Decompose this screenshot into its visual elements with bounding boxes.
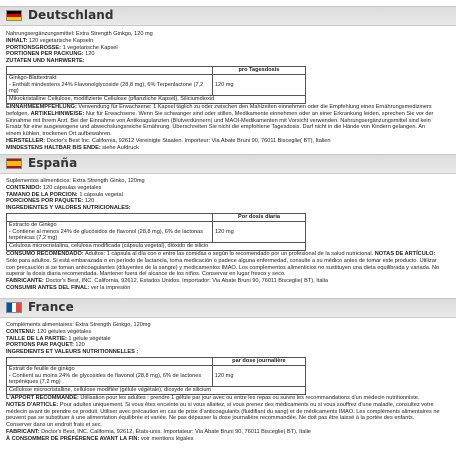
table-header-dose: pro Tagesdosis xyxy=(212,66,305,74)
serving-size-line: TAMAÑO DE LA PORCIÓN: 1 cápsula vegetal xyxy=(6,191,123,198)
servings-line: PORCIONES POR PAQUETE: 120 xyxy=(6,198,95,205)
content-line: CONTENIDO: 120 cápsulas vegetales xyxy=(6,184,102,191)
ingredients-heading: INGRÉDIENTS ET VALEURS NUTRITIONNELLES : xyxy=(6,349,139,356)
serving-size-line: TAILLE DE LA PARTIE: 1 gélule végétale xyxy=(6,335,111,342)
label-text-fr xyxy=(6,322,440,443)
spain-flag-icon xyxy=(6,158,22,169)
table-header-row xyxy=(7,213,306,221)
country-banner-de xyxy=(0,6,456,26)
other-ingredients-cell: Mikrokristalline Cellulose, modifizierte Cellulose (pflanzliche Kapsel), Siliciumdioxid xyxy=(7,96,306,104)
manufacturer-line: FABRICANTE: Doctor's Best, INC. California, 92612, Estados Unidos. Importador: Via Abate Bruni 90, 76011 Bisceglie( BT), Italia xyxy=(6,278,329,285)
france-flag-icon xyxy=(6,302,22,313)
table-footer-row xyxy=(7,387,306,395)
usage-paragraph: L'APPORT RECOMMANDÉ: Utilisation pour les adultes : prendre 1 gélule par jour avec ou entre les repas ou suivre les recommandations d'un médecin nutritionniste. NOTES D'ARTICLE: Pour adultes uniquement. Si vous êtes enceinte ou si vous allaitez, si vous prenez des médicaments ou si vous souffrez d'une maladie, consultez votre médecin avant de prendre ce produit. Utiliser avec précaution en cas de prise d'anticoagulants (fluidifiant du sang) et de médicaments IMAO. Les compléments alimentaires ne peuvent pas se substituer à une alimentation équilibrée et variée. Ne pas dépasser la dose journalière recommandée. Ne doit pas être laissé à la portée des enfants. Conserver dans un endroit frais et sec. xyxy=(6,394,440,429)
table-row xyxy=(7,221,306,242)
country-title: Deutschland xyxy=(28,8,114,22)
other-ingredients-cell: Celulosa microcristalina, celulosa modificada (cápsula vegetal), dióxido de silicio xyxy=(7,243,306,251)
table-header-dose: Por dosis diaria xyxy=(213,213,306,221)
ingredients-heading: ZUTATEN UND NÄHRWERTE: xyxy=(6,58,85,65)
country-banner-es xyxy=(0,154,456,174)
product-title: Suplementos alimenticios: Extra Strength Ginko, 120mg xyxy=(6,178,145,184)
usage-paragraph: CONSUMO RECOMENDADO: Adultos: 1 cápsula al día con o entre las comidas o según lo recomendado por un profesional de la salud nutricional. NOTAS DE ARTÍCULO: Solo para adultos. Si está embarazada o en período de lactancia, toma medicación o padece alguna enfermedad, consulte a su médico antes de tomar este producto. Utilizar con precaución si se toman anticoagulantes (diluyentes de la sangre) y medicamentos IMAO. Los complementos alimenticios no sustituyen una dieta equilibrada y variada. No superar la dosis diaria recomendada. Mantener fuera del alcance de los niños. Conservar en lugar fresco y seco. xyxy=(6,250,440,278)
label-text-es xyxy=(6,178,440,292)
content-line: CONTENU: 120 gélules végétales xyxy=(6,328,92,335)
manufacturer-line: FABRICANT: Doctor's Best, INC. California, 92612, États-unis. Importateur: Via Abate Bruni 90, 76011 Bisceglie( BT), Italie xyxy=(6,428,311,435)
table-row xyxy=(7,365,306,386)
label-text-de xyxy=(6,31,440,152)
nutrition-table xyxy=(6,213,306,251)
other-ingredients-cell: Cellulose microcristalline, cellulose modifiée (gélule végétale), dioxyde de silicium xyxy=(7,387,306,395)
table-row xyxy=(7,74,306,95)
germany-flag-icon xyxy=(6,10,22,21)
table-header-row xyxy=(7,357,306,365)
ingredient-cell: Extrait de feuille de ginkgo - Contient au moins 24% de glycosides de flavonol (28,8 mg), 6% de lactones terpéniques (7,2 mg) xyxy=(7,365,213,386)
table-header-dose: par dose journalière xyxy=(212,357,305,365)
servings-line: PORTIONS PAR PAQUET: 120 xyxy=(6,342,85,349)
country-banner-fr xyxy=(0,298,456,318)
manufacturer-line: HERSTELLER: Doctor's Best Inc. California, 92612 Vereinigte Staaten. Importeur: Via Abate Bruni 90, 76011 Bisceglie( BT), Italien xyxy=(6,137,331,144)
best-before-line: MINDESTENS HALTBAR BIS ENDE: siehe Aufdruck xyxy=(6,144,139,151)
best-before-line: CONSUMIR ANTES DEL FINAL: ver la impresión xyxy=(6,284,131,291)
ingredient-cell: Extracto de Ginkgo - Contiene al menos 24% de glucósidos de flavonol (28,8 mg), 6% de lactonas terpénicas (7,2 mg) xyxy=(7,221,213,242)
best-before-line: À CONSOMMER DE PRÉFÉRENCE AVANT LA FIN: voir mentions légales xyxy=(6,435,194,442)
table-header-row xyxy=(7,66,306,74)
country-title: España xyxy=(28,156,78,170)
ingredients-heading: INGREDIENTES Y VALORES NUTRICIONALES: xyxy=(6,205,131,212)
usage-paragraph: EINNAHMEEMPFEHLUNG: Verwendung für Erwachsene: 1 Kapsel täglich zu oder zwischen den Mahlzeiten einnehmen oder die Empfehlung eines Ernährungsmediziners befolgen. ARTIKELHINWEISE: Nur für Erwachsene. Wenn Sie schwanger sind oder stillen, Medikamente einnehmen oder an einer Erkrankung leiden, sprechen Sie vor der Einnahme mit Ihrem Arzt. Bei der Einnahme von Antikoagulanzien (Blutverdünnern) und MAOI-Medikamenten mit Vorsicht verwenden. Nahrungsergänzungsmittel sind kein Ersatz für eine ausgewogene und abwechslungsreiche Ernährung. Überschreiten Sie nicht die empfohlene Tagesdosis. Darf nicht in die Hände von Kindern gelangen. An einem kühlen, trockenen Ort aufbewahren. xyxy=(6,103,434,138)
amount-cell: 120 mg xyxy=(212,365,305,386)
serving-size-line: PORTIONSGRÖSSE: 1 vegetarische Kapsel xyxy=(6,44,118,51)
product-title: Compléments alimentaires: Extra Strength Ginkgo, 120mg xyxy=(6,322,151,328)
content-line: INHALT: 120 vegetarische Kapseln xyxy=(6,37,94,44)
product-title: Nahrungsergänzungsmittel: Extra Strength Ginkgo, 120 mg xyxy=(6,31,153,37)
nutrition-table xyxy=(6,66,306,104)
servings-line: PORTIONEN PER PACKUNG: 120 xyxy=(6,51,95,58)
country-title: France xyxy=(28,300,74,314)
table-footer-row xyxy=(7,243,306,251)
nutrition-table xyxy=(6,357,306,395)
table-footer-row xyxy=(7,96,306,104)
amount-cell: 120 mg xyxy=(212,74,305,95)
amount-cell: 120 mg xyxy=(213,221,306,242)
ingredient-cell: Ginkgo-Blattextrakt - Enthält mindestens 24% Flavonolglycoside (28,8 mg), 6% Terpenlactone (7,2 mg) xyxy=(7,74,213,95)
